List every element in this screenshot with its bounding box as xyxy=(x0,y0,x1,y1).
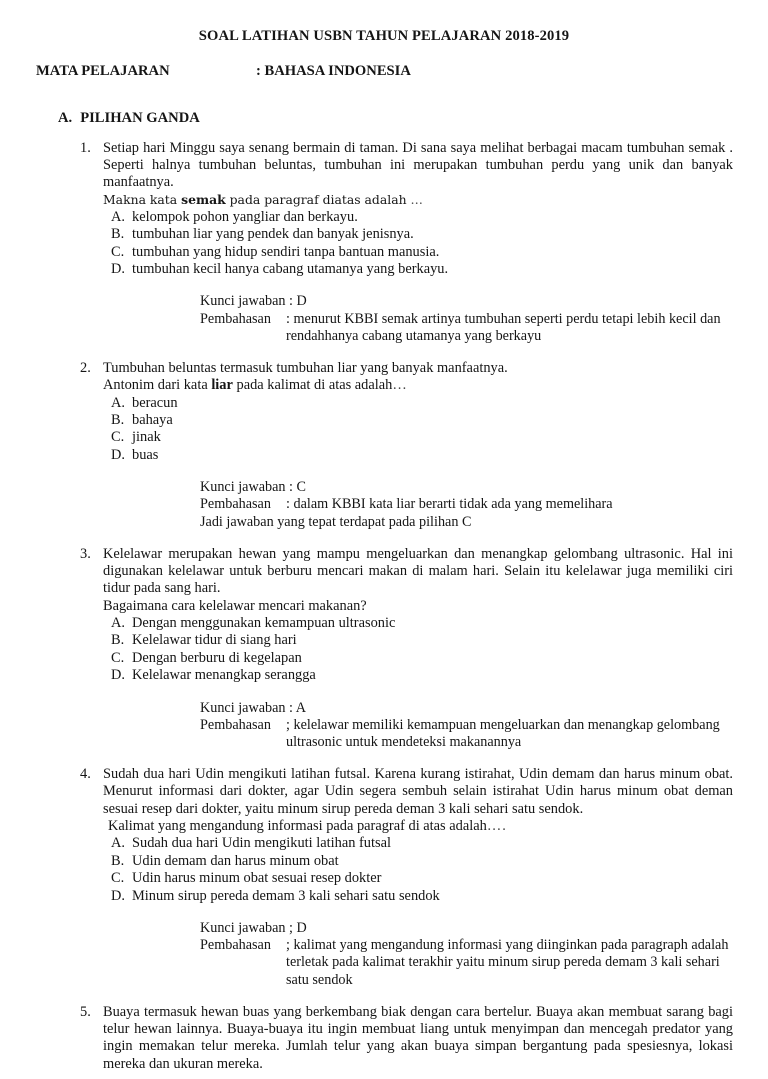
explanation-label: Pembahasan xyxy=(200,716,271,733)
question-list xyxy=(0,140,768,1079)
prompt-text-post: pada kalimat di atas adalah xyxy=(232,377,393,394)
option-letter: A. xyxy=(111,614,125,631)
option-letter: B. xyxy=(111,411,125,428)
answer-key-block xyxy=(0,479,768,531)
option-text: Minum sirup pereda demam 3 kali sehari satu sendok xyxy=(132,887,440,904)
option-text: Sudah dua hari Udin mengikuti latihan futsal xyxy=(132,835,391,852)
option-item[interactable] xyxy=(103,447,733,464)
option-text: Udin harus minum obat sesuai resep dokter xyxy=(132,870,382,887)
answer-explanation xyxy=(200,496,733,513)
option-text: Kelelawar tidur di siang hari xyxy=(132,632,297,649)
option-letter: D. xyxy=(111,887,125,904)
answer-key-line: Kunci jawaban : A xyxy=(200,699,306,716)
option-letter: C. xyxy=(111,243,125,260)
option-list xyxy=(103,615,733,685)
prompt-ellipsis: … xyxy=(392,377,408,394)
option-letter: A. xyxy=(111,208,125,225)
question-item xyxy=(0,546,768,685)
answer-explanation xyxy=(200,717,733,751)
question-item xyxy=(0,1004,768,1073)
option-list xyxy=(103,835,733,905)
explanation-label: Pembahasan xyxy=(200,937,271,954)
option-text: bahaya xyxy=(132,411,173,428)
option-text: beracun xyxy=(132,394,178,411)
option-letter: D. xyxy=(111,667,125,684)
option-text: Kelelawar menangkap serangga xyxy=(132,667,316,684)
question-prompt xyxy=(103,377,733,394)
section-heading xyxy=(0,110,768,128)
question-item xyxy=(0,766,768,905)
option-text: Dengan menggunakan kemampuan ultrasonic xyxy=(132,614,396,631)
subject-value: : BAHASA INDONESIA xyxy=(256,62,411,79)
question-stem: Tumbuhan beluntas termasuk tumbuhan liar yang banyak manfaatnya. xyxy=(103,359,508,376)
option-letter: A. xyxy=(111,835,125,852)
question-number: 4. xyxy=(80,766,91,783)
section-letter: A. xyxy=(58,110,73,126)
prompt-text-pre: Bagaimana cara kelelawar mencari makanan? xyxy=(103,597,367,614)
option-item[interactable] xyxy=(103,835,733,852)
option-list xyxy=(103,395,733,465)
option-item[interactable] xyxy=(103,429,733,446)
answer-key-line: Kunci jawaban : C xyxy=(200,479,306,496)
explanation-body: ; kelelawar memiliki kemampuan mengeluarkan dan menangkap gelombang ultrasonic untuk mendeteksi makanannya xyxy=(286,716,720,750)
question-item xyxy=(0,360,768,464)
question-prompt xyxy=(103,598,733,615)
answer-key-block xyxy=(0,293,768,345)
answer-key-block xyxy=(0,920,768,989)
subject-row xyxy=(0,63,768,81)
question-stem: Buaya termasuk hewan buas yang berkembang biak dengan cara bertelur. Buaya akan membuat sarang bagi telur hewan lainnya. Buaya-buaya itu ingin membuat liang untuk menyimpan dan mencegah predator yang ingin memakan telur mereka. Jumlah telur yang akan buaya simpan bergantung pada spesiesnya, lokasi mereka dan ukuran mereka. xyxy=(103,1003,733,1072)
prompt-text-post: pada paragraf diatas adalah xyxy=(225,192,411,208)
option-text: tumbuhan kecil hanya cabang utamanya yang berkayu. xyxy=(132,260,449,277)
option-text: Dengan berburu di kegelapan xyxy=(132,649,302,666)
question-number: 2. xyxy=(80,359,91,376)
answer-explanation xyxy=(200,937,733,989)
explanation-body: : dalam KBBI kata liar berarti tidak ada yang memelihara xyxy=(286,496,613,513)
question-prompt xyxy=(103,818,733,835)
option-letter: C. xyxy=(111,870,125,887)
spacer xyxy=(0,1073,768,1079)
question-number: 1. xyxy=(80,139,91,156)
option-text: tumbuhan yang hidup sendiri tanpa bantuan manusia. xyxy=(132,243,440,260)
option-item[interactable] xyxy=(103,209,733,226)
prompt-keyword: semak xyxy=(181,192,226,208)
option-letter: C. xyxy=(111,429,125,446)
answer-key-block xyxy=(0,700,768,752)
prompt-text-pre: Antonim dari kata xyxy=(103,377,212,394)
option-letter: B. xyxy=(111,632,125,649)
option-item[interactable] xyxy=(103,261,733,278)
option-letter: B. xyxy=(111,226,125,243)
option-list xyxy=(103,209,733,279)
option-item[interactable] xyxy=(103,226,733,243)
option-text: buas xyxy=(132,446,159,463)
question-number: 5. xyxy=(80,1003,91,1020)
option-item[interactable] xyxy=(103,244,733,261)
option-item[interactable] xyxy=(103,412,733,429)
question-number: 3. xyxy=(80,545,91,562)
answer-key-line: Kunci jawaban ; D xyxy=(200,919,307,936)
page-title: SOAL LATIHAN USBN TAHUN PELAJARAN 2018-2019 xyxy=(198,28,570,44)
prompt-ellipsis: … xyxy=(410,192,424,208)
explanation-body: : menurut KBBI semak artinya tumbuhan seperti perdu tetapi lebih kecil dan rendahhanya cabang utamanya yang berkayu xyxy=(286,310,721,344)
prompt-ellipsis: …. xyxy=(486,818,507,835)
option-letter: D. xyxy=(111,260,125,277)
option-item[interactable] xyxy=(103,632,733,649)
option-item[interactable] xyxy=(103,870,733,887)
option-item[interactable] xyxy=(103,888,733,905)
option-text: Udin demam dan harus minum obat xyxy=(132,852,339,869)
option-text: kelompok pohon yangliar dan berkayu. xyxy=(132,208,358,225)
explanation-body: ; kalimat yang mengandung informasi yang diinginkan pada paragraph adalah terletak pada kalimat terakhir yaitu minum sirup pereda demam 3 kali sehari satu sendok xyxy=(286,937,729,988)
option-letter: C. xyxy=(111,649,125,666)
prompt-keyword: liar xyxy=(211,377,233,394)
option-text: jinak xyxy=(132,429,161,446)
option-item[interactable] xyxy=(103,395,733,412)
option-letter: B. xyxy=(111,852,125,869)
option-item[interactable] xyxy=(103,650,733,667)
subject-label: MATA PELAJARAN xyxy=(36,62,170,79)
option-letter: A. xyxy=(111,394,125,411)
answer-extra-line: Jadi jawaban yang tepat terdapat pada pilihan C xyxy=(200,513,472,530)
answer-key-line: Kunci jawaban : D xyxy=(200,293,307,310)
question-stem: Setiap hari Minggu saya senang bermain di taman. Di sana saya melihat berbagai macam tumbuhan semak . Seperti halnya tumbuhan beluntas, tumbuhan ini merupakan tumbuhan perdu yang unik dan banyak manfaatnya. xyxy=(103,139,733,191)
explanation-label: Pembahasan xyxy=(200,310,271,327)
option-item[interactable] xyxy=(103,667,733,684)
explanation-label: Pembahasan xyxy=(200,496,271,513)
option-item[interactable] xyxy=(103,853,733,870)
prompt-text-pre: Makna kata xyxy=(103,192,182,208)
answer-explanation xyxy=(200,311,733,345)
option-text: tumbuhan liar yang pendek dan banyak jenisnya. xyxy=(132,226,414,243)
prompt-text-pre: Kalimat yang mengandung informasi pada paragraf di atas adalah xyxy=(108,818,487,835)
question-stem: Kelelawar merupakan hewan yang mampu mengeluarkan dan menangkap gelombang ultrasonic. Hal ini digunakan kelelawar untuk berburu mencari makan di malam hari. Selain itu kelelawar juga memiliki ciri tidur pada sang hari. xyxy=(103,545,733,597)
section-title: PILIHAN GANDA xyxy=(80,110,200,126)
question-stem: Sudah dua hari Udin mengikuti latihan futsal. Karena kurang istirahat, Udin demam dan harus minum obat. Menurut informasi dari dokter, agar Udin segera sembuh selain istirahat Udin harus minum obat deman sesuai resep dari dokter, yaitu minum sirup pereda deman 3 kali sehari satu sendok. xyxy=(103,766,733,817)
option-item[interactable] xyxy=(103,615,733,632)
question-item xyxy=(0,140,768,279)
question-prompt xyxy=(103,191,733,208)
option-letter: D. xyxy=(111,446,125,463)
